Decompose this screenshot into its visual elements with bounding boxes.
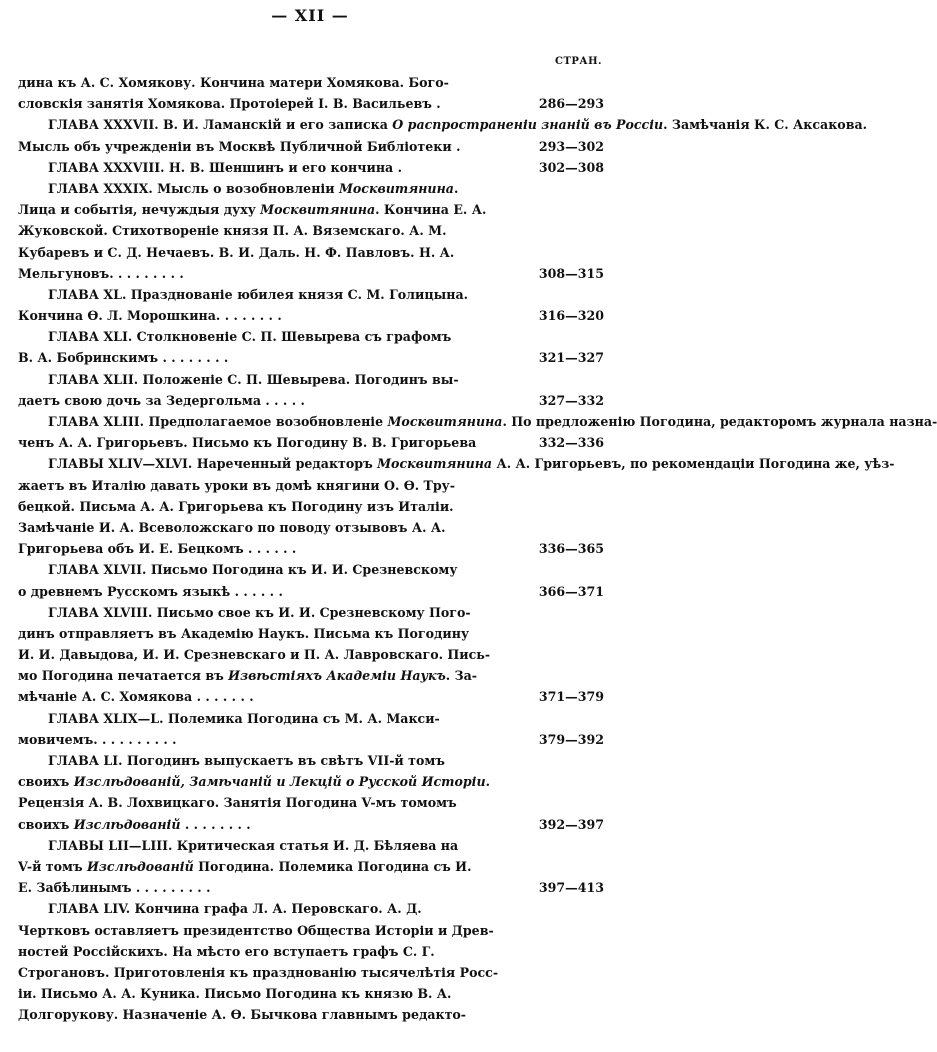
toc-line-text: Мысль объ учрежденіи въ Москвѣ Публичной Библіотеки . (18, 138, 461, 154)
toc-line (18, 771, 604, 792)
toc-line-text: Строгановъ. Приготовленія къ празднованію тысячелѣтія Росс- (18, 964, 499, 980)
toc-line-text: ГЛАВА XLIX—L. Полемика Погодина съ М. А. Макси- (48, 710, 440, 726)
toc-line (18, 559, 604, 580)
toc-line (18, 411, 937, 432)
toc-line (18, 284, 604, 305)
toc-line-text: И. И. Давыдова, И. И. Срезневскаго и П. А. Лавровскаго. Пись- (18, 647, 491, 663)
toc-line-text: ГЛАВА XLIII. Предполагаемое возобновленіе Москвитянина. По предложенію Погодина, редакторомъ журнала назна- (48, 414, 937, 429)
toc-line (18, 1004, 604, 1025)
toc-line-text: ГЛАВА XXXIX. Мысль о возобновленіи Москвитянина. (48, 180, 459, 196)
toc-page-range: 308—315 (538, 265, 604, 281)
toc-line (18, 220, 604, 241)
toc-line-text: Е. Забѣлинымъ . . . . . . . . . (18, 880, 211, 896)
toc-line-text: своихъ Изслѣдованій . . . . . . . . (18, 816, 251, 832)
toc-line-text: о древнемъ Русскомъ языкѣ . . . . . . (18, 583, 283, 599)
toc-entry (18, 559, 604, 601)
toc-page-range: 366—371 (538, 583, 604, 599)
toc-line (18, 369, 604, 390)
toc-line (18, 242, 604, 263)
toc-line (18, 157, 604, 178)
toc-line-text: ГЛАВА XL. Празднованіе юбилея князя С. М. Голицына. (48, 286, 469, 302)
toc-line (18, 305, 604, 326)
toc-line (18, 602, 604, 623)
toc-line-text: Замѣчаніе И. А. Всеволожскаго по поводу отзывовъ А. А. (18, 519, 446, 535)
toc-line (18, 729, 604, 750)
toc-entry (18, 708, 604, 750)
toc-line (18, 792, 604, 813)
toc-line-text: Григорьева объ И. Е. Бецкомъ . . . . . . (18, 541, 297, 557)
toc-entry (18, 72, 604, 114)
toc-line (18, 708, 604, 729)
toc-line-text: Жуковской. Стихотвореніе князя П. А. Вяземскаго. А. М. (18, 223, 447, 239)
toc-entry (18, 284, 604, 326)
toc-line-text: ГЛАВА XLII. Положеніе С. П. Шевырева. Погодинъ вы- (48, 371, 459, 387)
toc-line (18, 920, 604, 941)
toc-page-range: 332—336 (538, 435, 604, 451)
toc-line-text: мо Погодина печатается въ Извѣстіяхъ Академіи Наукъ. За- (18, 668, 477, 684)
toc-line (18, 475, 604, 496)
toc-line-text: словскія занятія Хомякова. Протоіерей І. В. Васильевъ . (18, 96, 441, 112)
toc-line-text: мовичемъ. . . . . . . . . . (18, 731, 177, 747)
toc-line-text: ГЛАВА XXXVIII. Н. В. Шеншинъ и его кончина . (48, 159, 402, 175)
toc-line (18, 665, 604, 686)
toc-line (18, 962, 604, 983)
toc-line (18, 856, 604, 877)
toc-line-text: ГЛАВА XLI. Столкновеніе С. П. Шевырева съ графомъ (48, 329, 452, 345)
toc-line (18, 686, 604, 707)
toc-line (18, 93, 604, 114)
toc-page-range: 397—413 (538, 880, 604, 896)
toc-line (18, 114, 868, 135)
toc-line-text: Лица и событія, нечуждыя духу Москвитянина. Кончина Е. А. (18, 202, 487, 218)
toc-line (18, 750, 604, 771)
toc-entry (18, 369, 604, 411)
toc-line (18, 835, 604, 856)
toc-line-text: V-й томъ Изслѣдованій Погодина. Полемика Погодина съ И. (18, 858, 472, 874)
toc-line-text: бецкой. Письма А. А. Григорьева къ Погодину изъ Италіи. (18, 498, 454, 514)
toc-line-text: ГЛАВА LI. Погодинъ выпускаетъ въ свѣтъ VII-й томъ (48, 753, 445, 768)
toc-line-text: Долгорукову. Назначеніе А. Ѳ. Бычкова главнымъ редакто- (18, 1007, 467, 1023)
toc-entry (18, 411, 937, 453)
toc-line (18, 136, 604, 157)
toc-line-text: своихъ Изслѣдованій, Замѣчаній и Лекцій о Русской Исторіи. (18, 774, 491, 790)
toc-entry (18, 835, 604, 899)
toc-line-text: ГЛАВА LIV. Кончина графа Л. А. Перовскаго. А. Д. (48, 901, 422, 917)
pages-column-heading: СТРАН. (555, 56, 602, 67)
toc-line (18, 347, 604, 368)
table-of-contents (18, 72, 937, 1025)
toc-entry (18, 114, 868, 156)
toc-line-text: іи. Письмо А. А. Куника. Письмо Погодина къ князю В. А. (18, 986, 452, 1002)
page-number: — XII — (271, 6, 349, 25)
toc-page-range: 293—302 (538, 138, 604, 154)
toc-line (18, 983, 604, 1004)
toc-line (18, 538, 604, 559)
toc-line-text: динъ отправляетъ въ Академію Наукъ. Письма къ Погодину (18, 625, 470, 641)
toc-line-text: даетъ свою дочь за Зедергольма . . . . . (18, 392, 305, 408)
toc-line (18, 898, 604, 919)
toc-line-text: ГЛАВА XXXVII. В. И. Ламанскій и его записка О распространеніи знаній въ Россіи. Замѣчанія К. С. Аксакова. (48, 117, 868, 133)
toc-entry (18, 157, 604, 178)
toc-line (18, 517, 604, 538)
toc-line-text: ностей Россійскихъ. На мѣсто его вступаетъ графъ С. Г. (18, 943, 435, 959)
toc-line (18, 390, 604, 411)
toc-line (18, 453, 895, 474)
toc-line (18, 941, 604, 962)
toc-line (18, 581, 604, 602)
toc-line (18, 814, 604, 835)
toc-entry (18, 602, 604, 708)
toc-line-text: ГЛАВЫ XLIV—XLVI. Нареченный редакторъ Москвитянина А. А. Григорьевъ, по рекомендаціи Погодина же, уѣз- (48, 456, 895, 472)
toc-entry (18, 898, 604, 1025)
toc-line-text: Кончина Ѳ. Л. Морошкина. . . . . . . . (18, 308, 282, 324)
toc-line-text: Рецензія А. В. Лохвицкаго. Занятія Погодина V-мъ томомъ (18, 795, 457, 811)
toc-page-range: 302—308 (538, 159, 604, 175)
toc-line (18, 644, 604, 665)
toc-line-text: мѣчаніе А. С. Хомякова . . . . . . . (18, 689, 254, 705)
toc-page-range: 316—320 (538, 308, 604, 324)
toc-line (18, 496, 604, 517)
toc-line (18, 432, 604, 453)
toc-line (18, 877, 604, 898)
toc-line-text: Чертковъ оставляетъ президентство Общества Исторіи и Древ- (18, 922, 494, 938)
toc-line (18, 72, 604, 93)
toc-page-range: 392—397 (538, 816, 604, 832)
toc-line (18, 623, 604, 644)
toc-page-range: 286—293 (538, 96, 604, 112)
toc-entry (18, 178, 604, 284)
toc-line-text: ченъ А. А. Григорьевъ. Письмо къ Погодину В. В. Григорьева (18, 435, 477, 451)
toc-line (18, 326, 604, 347)
toc-entry (18, 750, 604, 835)
toc-entry (18, 453, 895, 559)
toc-line (18, 199, 604, 220)
toc-line-text: дина къ А. С. Хомякову. Кончина матери Хомякова. Бого- (18, 75, 449, 90)
toc-entry (18, 326, 604, 368)
toc-line (18, 178, 604, 199)
toc-page-range: 321—327 (538, 350, 604, 366)
toc-page-range: 336—365 (538, 541, 604, 557)
toc-page-range: 327—332 (538, 392, 604, 408)
toc-page-range: 379—392 (538, 731, 604, 747)
toc-line-text: ГЛАВА XLVIII. Письмо свое къ И. И. Срезневскому Пого- (48, 604, 471, 620)
toc-line (18, 263, 604, 284)
toc-line-text: В. А. Бобринскимъ . . . . . . . . (18, 350, 229, 366)
toc-line-text: Мельгуновъ. . . . . . . . . (18, 265, 184, 281)
toc-line-text: ГЛАВЫ LII—LIII. Критическая статья И. Д. Бѣляева на (48, 837, 459, 853)
toc-line-text: ГЛАВА XLVII. Письмо Погодина къ И. И. Срезневскому (48, 562, 458, 578)
toc-line-text: Кубаревъ и С. Д. Нечаевъ. В. И. Даль. Н. Ф. Павловъ. Н. А. (18, 244, 455, 260)
toc-line-text: жаетъ въ Италію давать уроки въ домѣ княгини О. Ѳ. Тру- (18, 477, 455, 493)
toc-page-range: 371—379 (538, 689, 604, 705)
